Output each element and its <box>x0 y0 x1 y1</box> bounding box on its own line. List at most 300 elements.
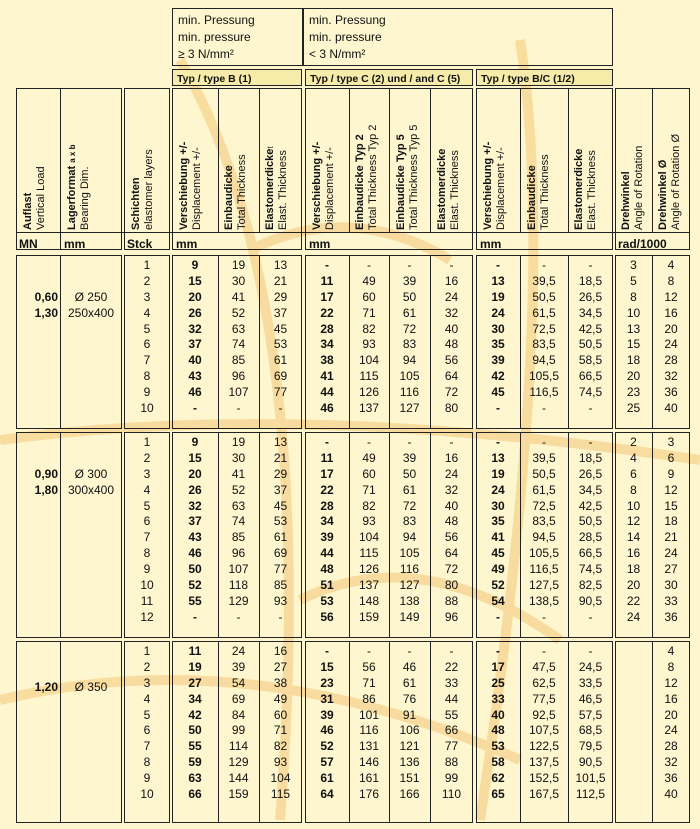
table-cell: 72 <box>444 385 459 400</box>
table-cell: 144 <box>228 771 249 786</box>
table-cell: 101 <box>358 707 380 722</box>
table-cell: 17 <box>320 466 334 481</box>
table-cell: 61 <box>402 482 417 497</box>
table-cell: 104 <box>358 353 380 368</box>
table-cell: 37 <box>273 305 288 320</box>
table-cell: 9 <box>191 435 199 449</box>
table-cell: 94 <box>402 530 417 545</box>
table-cell: 52 <box>231 305 246 320</box>
table-cell: 7 <box>143 530 151 545</box>
table-cell: 176 <box>358 787 380 802</box>
section-2-col-rot1 <box>615 435 652 626</box>
table-cell: 136 <box>399 755 420 770</box>
table-cell: 105 <box>399 546 420 561</box>
table-cell: 40 <box>188 353 202 368</box>
table-cell: 90,5 <box>578 755 603 770</box>
table-cell: 1 <box>143 644 151 658</box>
table-cell: 4 <box>143 691 151 706</box>
table-cell: - <box>449 258 454 272</box>
header-lagerformat: Lagerformat a x b Bearing Dim. <box>66 144 91 230</box>
table-cell: 74,5 <box>578 562 603 577</box>
table-cell: 13 <box>273 258 288 272</box>
pressure-low-line1: min. Pressung <box>309 13 386 27</box>
table-cell: 53 <box>320 593 334 608</box>
header-b-elastomerdicke: Elastomerdicket Elast. Thickness <box>264 146 289 230</box>
table-cell: 29 <box>273 289 288 304</box>
table-cell: 11 <box>320 273 334 288</box>
table-cell: 50 <box>188 723 202 738</box>
section-3-col-bc_t <box>568 644 613 803</box>
table-cell: 96 <box>444 609 459 624</box>
section-3-box <box>16 641 122 823</box>
table-cell: 21 <box>273 450 288 465</box>
table-cell: 10 <box>140 787 154 802</box>
table-cell: 21 <box>273 273 288 288</box>
table-cell: 94,5 <box>532 530 556 545</box>
table-cell: 50 <box>402 289 417 304</box>
table-cell: 104 <box>270 771 291 786</box>
table-cell: 21 <box>664 530 678 545</box>
section-3-load: 1,20 <box>34 680 58 694</box>
table-cell: 22 <box>626 593 641 608</box>
table-cell: 7 <box>143 353 151 368</box>
table-cell: 6 <box>143 337 151 352</box>
table-cell: 107 <box>228 385 249 400</box>
section-1-col-bc_t <box>568 258 613 417</box>
unit-mm-dim: mm <box>64 237 86 251</box>
table-cell: 40 <box>664 787 678 802</box>
table-cell: 34 <box>188 691 202 706</box>
table-cell: 38 <box>273 675 288 690</box>
table-cell: 10 <box>626 305 641 320</box>
table-cell <box>615 708 652 724</box>
table-cell: 22 <box>320 305 334 320</box>
unit-rad: rad/1000 <box>618 237 667 251</box>
table-cell: 2 <box>143 450 151 465</box>
table-cell: 82,5 <box>578 578 603 593</box>
header-c-einbaudicke5: Einbaudicke Typ 5 Total Thickness Typ 5 <box>395 124 420 230</box>
table-cell: 9 <box>191 258 199 272</box>
table-cell: 22 <box>444 659 459 674</box>
section-2-col-c_v <box>305 435 349 626</box>
table-cell: 50,5 <box>578 337 603 352</box>
table-cell: 10 <box>626 498 641 513</box>
table-cell: 15 <box>320 659 334 674</box>
table-cell: 66 <box>444 723 459 738</box>
table-cell: 12 <box>626 514 641 529</box>
table-cell: 41 <box>491 530 505 545</box>
table-cell: 122,5 <box>528 739 560 754</box>
table-cell: 91 <box>402 707 417 722</box>
section-2-col-layers <box>124 435 170 626</box>
table-cell: 69 <box>231 691 246 706</box>
table-cell: - <box>542 644 546 658</box>
table-cell: 42,5 <box>578 321 603 336</box>
table-cell: 6 <box>143 723 151 738</box>
table-cell: 63 <box>231 321 246 336</box>
section-3-col-c_t <box>430 644 473 803</box>
table-cell: 26,5 <box>578 289 603 304</box>
table-cell: 93 <box>362 514 376 529</box>
table-cell: 56 <box>444 353 459 368</box>
table-cell: 39 <box>320 530 334 545</box>
table-cell: 88 <box>444 755 459 770</box>
section-2-col-c_e5 <box>389 435 430 626</box>
table-cell: 46,5 <box>578 691 603 706</box>
unit-mm-b: mm <box>176 237 198 251</box>
table-cell: 71 <box>362 482 376 497</box>
table-cell: 46 <box>320 401 334 416</box>
table-cell: 13 <box>491 450 505 465</box>
table-cell: 40 <box>664 401 678 416</box>
table-cell: 8 <box>630 482 637 497</box>
table-cell: - <box>449 435 454 449</box>
table-cell: 118 <box>228 578 249 593</box>
table-cell: 23 <box>320 675 334 690</box>
table-cell: 79,5 <box>578 739 603 754</box>
table-cell: 6 <box>630 466 637 481</box>
table-cell: 39 <box>231 659 246 674</box>
table-cell: 68,5 <box>578 723 603 738</box>
table-cell: 19 <box>491 289 505 304</box>
pressure-high-line1: min. Pressung <box>178 13 255 27</box>
table-cell: 116 <box>399 385 420 400</box>
table-cell: 50,5 <box>578 514 603 529</box>
table-cell: 7 <box>143 739 151 754</box>
table-cell: 115 <box>359 369 379 384</box>
table-cell: - <box>236 401 241 416</box>
table-cell: 49 <box>491 562 505 577</box>
table-cell: 44 <box>444 691 459 706</box>
section-2-load: 0,90 1,80 <box>34 467 58 497</box>
table-cell: - <box>588 435 593 449</box>
table-cell: 82 <box>273 739 288 754</box>
table-cell: 52 <box>188 578 202 593</box>
table-cell: 27 <box>273 659 288 674</box>
table-cell: - <box>193 401 197 416</box>
table-cell: 46 <box>188 546 202 561</box>
table-cell: 57,5 <box>578 707 603 722</box>
table-cell: 52 <box>231 482 246 497</box>
table-cell: 55 <box>444 707 459 722</box>
section-3-col-bc_e <box>520 644 568 803</box>
table-cell: 14 <box>626 530 641 545</box>
table-cell: 149 <box>399 609 420 624</box>
table-cell: 115 <box>359 546 379 561</box>
table-cell: 64 <box>444 546 459 561</box>
table-cell: 48 <box>444 337 459 352</box>
table-cell: 4 <box>667 258 675 272</box>
table-cell: 34,5 <box>578 305 603 320</box>
table-cell: 12 <box>664 482 678 497</box>
table-cell: - <box>407 435 412 449</box>
table-cell: 127,5 <box>528 578 560 593</box>
table-cell: 138,5 <box>528 593 560 608</box>
table-cell: 115 <box>270 787 291 802</box>
table-cell: 64 <box>444 369 459 384</box>
table-cell: 40 <box>444 498 459 513</box>
table-cell: 55 <box>188 739 202 754</box>
table-cell: 4 <box>667 644 675 658</box>
table-cell: 106 <box>399 723 420 738</box>
section-1-dimension: Ø 250 250x400 <box>67 290 115 320</box>
table-cell: 96 <box>231 369 246 384</box>
table-cell: 52 <box>320 739 334 754</box>
table-cell: 13 <box>273 435 288 449</box>
table-cell <box>615 723 652 739</box>
table-cell: 33,5 <box>578 675 603 690</box>
table-cell: 72 <box>444 562 459 577</box>
table-cell: 53 <box>273 514 288 529</box>
section-1-col-layers <box>124 258 170 417</box>
table-cell: 5 <box>143 707 151 722</box>
table-cell: 30 <box>491 498 505 513</box>
table-cell: 19 <box>491 466 505 481</box>
table-cell: 86 <box>362 691 376 706</box>
table-cell: 121 <box>399 739 420 754</box>
table-cell: 30 <box>664 578 678 593</box>
table-cell: 148 <box>358 593 380 608</box>
table-cell: 80 <box>444 578 459 593</box>
table-cell: 77,5 <box>532 691 556 706</box>
header-drehwinkel2: Drehwinkel Ø Angle of Rotation Ø <box>657 133 682 230</box>
table-cell: 50 <box>188 562 202 577</box>
table-cell: - <box>542 401 546 416</box>
table-cell: 116,5 <box>529 385 559 400</box>
section-1-col-bc_v <box>476 258 520 417</box>
table-cell: 90,5 <box>578 593 603 608</box>
table-cell: 71 <box>362 305 376 320</box>
table-cell: 41 <box>231 289 246 304</box>
table-cell: 22 <box>320 482 334 497</box>
table-cell: 45 <box>491 546 505 561</box>
table-cell: 25 <box>626 401 641 416</box>
table-cell: 105,5 <box>528 546 560 561</box>
table-cell: 30 <box>231 450 246 465</box>
table-cell: 5 <box>143 321 151 336</box>
table-cell: 69 <box>273 369 288 384</box>
table-cell: 28 <box>320 321 334 336</box>
table-cell: 36 <box>664 385 678 400</box>
table-cell: 46 <box>320 723 334 738</box>
table-cell: 18 <box>626 562 641 577</box>
table-cell: 32 <box>664 369 678 384</box>
table-cell: 24 <box>491 482 505 497</box>
table-cell: 99 <box>231 723 246 738</box>
table-cell: 30 <box>231 273 246 288</box>
table-cell: 13 <box>491 273 505 288</box>
table-cell: 83 <box>402 514 417 529</box>
table-cell: 54 <box>491 593 505 608</box>
table-cell: 45 <box>273 321 288 336</box>
table-cell: 146 <box>358 755 380 770</box>
table-cell <box>615 771 652 787</box>
table-cell: 46 <box>188 385 202 400</box>
section-3-col-bc_v <box>476 644 520 803</box>
table-cell: 33 <box>444 675 459 690</box>
table-cell: 8 <box>143 755 151 770</box>
header-c-elastomerdicke: Elastomerdicke Elast. Thickness <box>436 148 461 230</box>
table-cell: - <box>325 644 329 658</box>
table-cell: 4 <box>143 482 151 497</box>
table-cell: 85 <box>231 353 246 368</box>
table-cell: 4 <box>630 450 637 465</box>
section-2-dimension: Ø 300 300x400 <box>67 467 115 497</box>
table-cell: 50 <box>402 466 417 481</box>
table-cell: 159 <box>228 787 249 802</box>
table-cell: 61,5 <box>532 305 556 320</box>
table-cell: 39 <box>402 450 417 465</box>
table-cell: 107,5 <box>528 723 560 738</box>
table-cell: 31 <box>320 691 334 706</box>
section-1-load: 0,60 1,30 <box>34 290 58 320</box>
table-cell: 166 <box>399 787 420 802</box>
table-cell: 24,5 <box>578 659 603 674</box>
table-cell: - <box>496 258 500 272</box>
table-cell: 61 <box>273 353 288 368</box>
table-cell: 12 <box>664 289 678 304</box>
table-cell: 50,5 <box>532 466 556 481</box>
table-cell: 88 <box>444 593 459 608</box>
header-drehwinkel: Drehwinkel Angle of Rotation <box>620 145 645 230</box>
table-cell: 27 <box>664 562 678 577</box>
table-cell: - <box>588 258 593 272</box>
table-cell: 8 <box>143 546 151 561</box>
table-cell: 17 <box>491 659 505 674</box>
section-1-box <box>16 255 122 429</box>
table-cell: 40 <box>491 707 505 722</box>
table-cell <box>615 755 652 771</box>
header-c-einbaudicke2: Einbaudicke Typ 2 Total Thickness Typ 2 <box>354 124 379 230</box>
section-3-col-c_e2 <box>349 644 389 803</box>
table-cell: 54 <box>231 675 246 690</box>
table-cell: 99 <box>444 771 459 786</box>
table-cell: 20 <box>664 321 678 336</box>
table-cell: 10 <box>140 578 154 593</box>
section-1-col-rot2 <box>652 258 690 417</box>
table-cell: - <box>407 644 412 658</box>
table-cell: 40 <box>444 321 459 336</box>
table-cell: 59 <box>188 755 202 770</box>
table-cell: 39,5 <box>532 273 556 288</box>
table-cell: 18 <box>626 353 641 368</box>
table-cell: 161 <box>358 771 380 786</box>
table-cell: 55 <box>188 593 202 608</box>
table-cell: 83,5 <box>532 514 556 529</box>
table-cell: 16 <box>273 644 288 658</box>
table-cell: 126 <box>358 385 380 400</box>
table-cell: 61 <box>273 530 288 545</box>
table-cell: 65 <box>491 787 505 802</box>
table-cell: 72 <box>402 321 417 336</box>
table-cell: 1 <box>143 435 151 449</box>
table-cell: 62,5 <box>532 675 556 690</box>
section-2-col-b_e <box>218 435 259 626</box>
table-cell: 24 <box>626 609 641 624</box>
section-3-col-rot2 <box>652 644 690 803</box>
table-cell: 37 <box>273 482 288 497</box>
table-cell: 9 <box>143 562 151 577</box>
table-cell: - <box>542 258 546 272</box>
table-cell: 127 <box>399 401 420 416</box>
table-cell: - <box>278 401 283 416</box>
table-cell: 37 <box>188 337 202 352</box>
section-2-col-c_e2 <box>349 435 389 626</box>
table-cell: 26 <box>188 482 202 497</box>
table-cell: 137 <box>358 578 380 593</box>
table-cell: 56 <box>320 609 334 624</box>
table-cell: 49 <box>362 273 376 288</box>
table-cell: 84 <box>231 707 246 722</box>
section-1-col-bc_e <box>520 258 568 417</box>
table-cell: 137 <box>358 401 380 416</box>
table-cell: 77 <box>273 385 288 400</box>
section-1-col-b_t <box>259 258 302 417</box>
table-cell: - <box>367 644 371 658</box>
table-cell: 8 <box>630 289 637 304</box>
section-3-col-layers <box>124 644 170 803</box>
section-1-col-b_v <box>172 258 218 417</box>
header-bc-einbaudicke: Einbaudicke Total Thickness <box>526 154 551 230</box>
table-cell: 2 <box>143 659 151 674</box>
header-b-einbaudicke: Einbaudicke Total Thickness <box>223 154 248 230</box>
header-bc-verschiebung: Verschiebung +/- Displacement +/- <box>482 141 507 230</box>
table-cell: 4 <box>143 305 151 320</box>
table-cell: 42 <box>491 369 505 384</box>
table-cell: 2 <box>630 435 637 449</box>
table-cell: 92,5 <box>532 707 556 722</box>
section-2-col-b_t <box>259 435 302 626</box>
header-auflast: Auflast Vertical Load <box>22 166 47 230</box>
table-cell: 159 <box>358 609 380 624</box>
table-cell: 12 <box>140 609 154 624</box>
table-cell: 105,5 <box>528 369 560 384</box>
table-cell: 33 <box>491 691 505 706</box>
section-1-col-c_t <box>430 258 473 417</box>
table-cell: - <box>496 609 500 624</box>
table-cell: - <box>193 609 197 624</box>
table-cell: 107 <box>228 562 249 577</box>
table-cell: 20 <box>188 466 202 481</box>
unit-mn: MN <box>19 237 38 251</box>
table-cell: 138 <box>399 593 420 608</box>
table-cell: 12 <box>664 675 678 690</box>
table-cell: 34 <box>320 337 334 352</box>
table-cell: 167,5 <box>528 787 560 802</box>
table-cell: 66 <box>188 787 202 802</box>
table-cell: 26 <box>188 305 202 320</box>
table-cell: 71 <box>362 675 376 690</box>
table-cell: 116 <box>399 562 420 577</box>
table-cell: 20 <box>626 369 641 384</box>
table-cell: - <box>496 401 500 416</box>
header-schichten: Schichten elastomer layers <box>130 149 155 230</box>
table-cell: 18,5 <box>578 273 603 288</box>
table-cell <box>615 676 652 692</box>
table-cell: 6 <box>143 514 151 529</box>
table-cell: 32 <box>444 305 459 320</box>
table-cell: 63 <box>231 498 246 513</box>
table-cell: 23 <box>626 385 641 400</box>
unit-mm-c: mm <box>309 237 331 251</box>
table-cell: 152,5 <box>528 771 560 786</box>
table-cell: 20 <box>188 289 202 304</box>
table-cell: 11 <box>320 450 334 465</box>
table-cell: 18,5 <box>578 450 603 465</box>
table-cell: 46 <box>402 659 417 674</box>
table-cell: - <box>449 644 454 658</box>
table-cell: 56 <box>362 659 376 674</box>
